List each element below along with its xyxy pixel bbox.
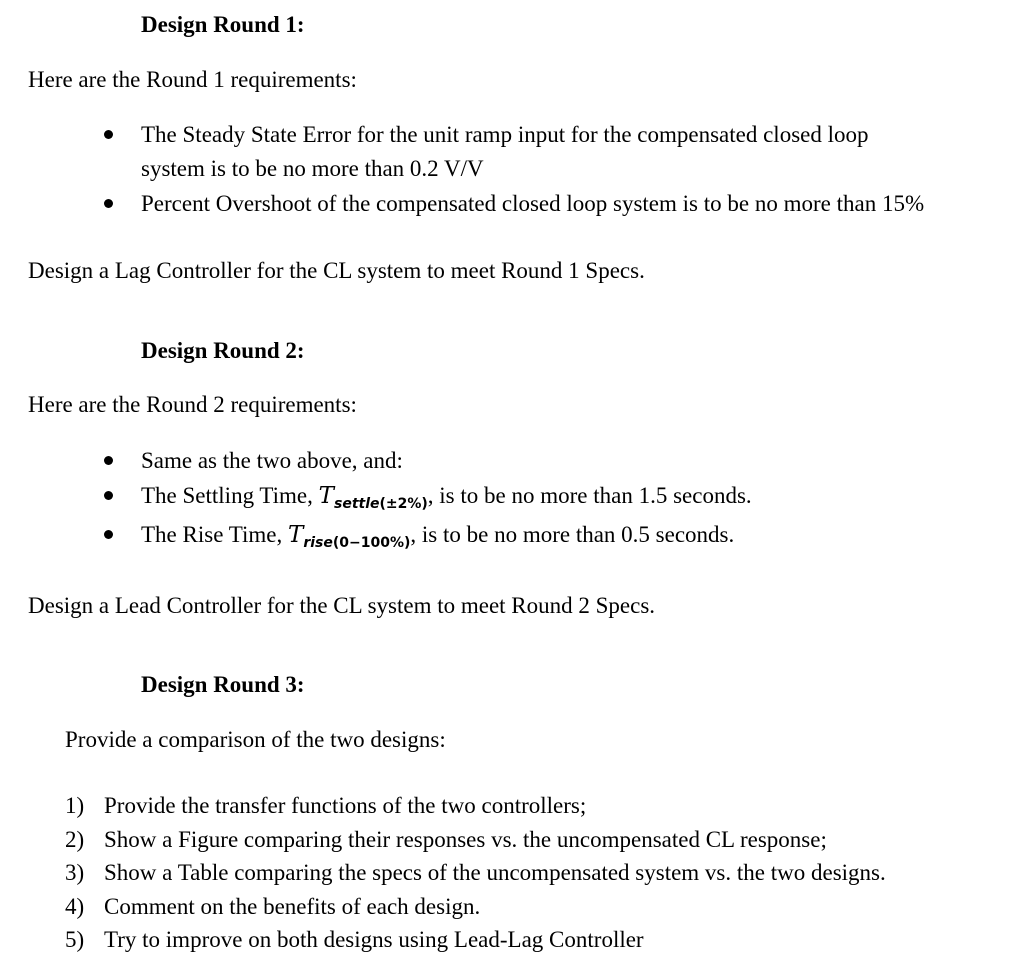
round3-item-2: Show a Figure comparing their responses vs. the uncompensated CL response; (104, 827, 827, 852)
round1-task: Design a Lag Controller for the CL system to meet Round 1 Specs. (28, 258, 645, 283)
rise-time-prefix: The Rise Time, (141, 522, 288, 547)
round1-bullet-1-line2: system is to be no more than 0.2 V/V (141, 156, 484, 181)
settling-time-suffix: , is to be no more than 1.5 seconds. (427, 483, 752, 508)
round1-heading: Design Round 1: (141, 12, 305, 37)
list-number: 2) (65, 827, 85, 852)
rise-time-subscript-italic: rise (303, 535, 333, 551)
round3-item-3: Show a Table comparing the specs of the uncompensated system vs. the two designs. (104, 860, 886, 885)
round1-bullet-2: Percent Overshoot of the compensated closed loop system is to be no more than 15% (141, 191, 925, 216)
round1-intro: Here are the Round 1 requirements: (28, 67, 357, 92)
bullet-icon (104, 130, 113, 139)
round2-task: Design a Lead Controller for the CL system to meet Round 2 Specs. (28, 593, 656, 618)
round1-bullet-1-line1: The Steady State Error for the unit ramp input for the compensated closed loop (141, 122, 869, 147)
settling-time-subscript-range: (±2%) (379, 496, 428, 512)
bullet-icon (104, 491, 113, 500)
settling-time-subscript-italic: settle (333, 496, 380, 512)
bullet-icon (104, 199, 113, 208)
list-number: 1) (65, 793, 85, 818)
round3-intro: Provide a comparison of the two designs: (65, 727, 446, 752)
settling-time-symbol: T (318, 483, 334, 509)
settling-time-subscript (334, 496, 428, 512)
rise-time-subscript (303, 535, 410, 551)
round3-item-4: Comment on the benefits of each design. (104, 894, 481, 919)
round2-bullet-2 (141, 483, 752, 512)
round2-bullet-1: Same as the two above, and: (141, 448, 403, 473)
round2-bullet-3 (141, 522, 735, 551)
round2-heading: Design Round 2: (141, 338, 305, 363)
round2-intro: Here are the Round 2 requirements: (28, 392, 357, 417)
list-number: 4) (65, 894, 85, 919)
list-number: 5) (65, 927, 85, 952)
round3-item-5: Try to improve on both designs using Lead-Lag Controller (104, 927, 644, 952)
settling-time-prefix: The Settling Time, (141, 483, 319, 508)
rise-time-suffix: , is to be no more than 0.5 seconds. (410, 522, 735, 547)
round3-item-1: Provide the transfer functions of the two controllers; (104, 793, 587, 818)
bullet-icon (104, 530, 113, 539)
rise-time-symbol: T (287, 522, 304, 548)
list-number: 3) (65, 860, 85, 885)
round3-heading: Design Round 3: (141, 672, 305, 697)
rise-time-subscript-range: (0−100%) (332, 535, 411, 551)
bullet-icon (104, 456, 113, 465)
